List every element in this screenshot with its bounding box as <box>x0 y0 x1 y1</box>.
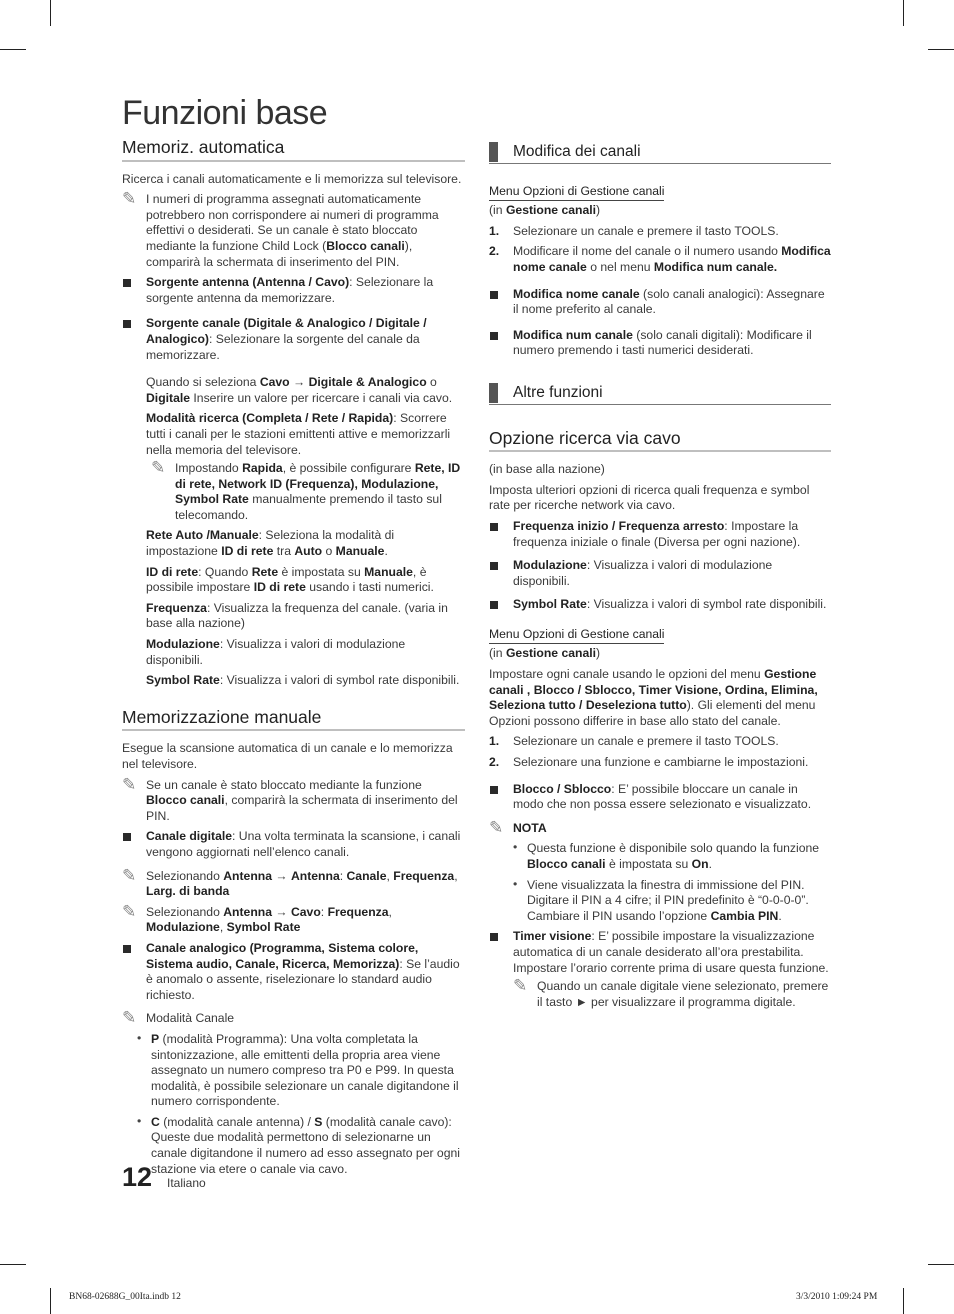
note: ✎ Selezionando Antenna → Antenna: Canale, Frequenza, Larg. di banda <box>122 865 458 899</box>
right-column <box>489 140 831 1018</box>
section-heading-altre: Altre funzioni <box>489 381 831 405</box>
paragraph: Symbol Rate: Visualizza i valori di symbol rate disponibili. <box>146 673 460 688</box>
page-title: Funzioni base <box>122 94 328 132</box>
list-item: Modulazione: Visualizza i valori di modulazione disponibili. <box>489 558 831 589</box>
paragraph: Modalità ricerca (Completa / Rete / Rapida): Scorrere tutti i canali per le stazioni emittenti attive e memorizzarli nella memoria del televisore. ✎ Impostando Rapida, è possibile configurare Rete, ID di rete, Network ID (Frequenza), Modulazione, Symbol Rate manualmente premendo il tasto sul telecomando. <box>122 411 465 523</box>
pencil-note-icon: ✎ <box>122 901 137 921</box>
list-item: Blocco / Sblocco: E’ possibile bloccare un canale in modo che non possa essere selezionato e visualizzato. <box>489 782 831 813</box>
list-item: Timer visione: E’ possibile impostare la visualizzazione automatica di un canale desiderato all’ora prestabilita. Impostare l’orario corrente prima di usare questa funzione. ✎ Quando un canale digitale viene selezionato, premere il tasto ► per visualizzare il programma digitale. <box>489 929 831 1010</box>
language-label: Italiano <box>167 1176 206 1190</box>
crop-mark <box>903 0 904 26</box>
list-item: • Viene visualizzata la finestra di immissione del PIN. Digitare il PIN a 4 cifre; il PIN predefinito è “0-0-0-0”. Cambiare il PIN usando l’opzione Cambia PIN. <box>513 878 831 925</box>
paragraph: (in Gestione canali) <box>489 203 601 218</box>
pencil-note-icon: ✎ <box>513 976 528 996</box>
note: ✎ NOTA <box>489 817 547 837</box>
list-item: Modifica nome canale (solo canali analogici): Assegnare il nome preferito al canale. <box>489 287 831 318</box>
pencil-note-icon: ✎ <box>489 817 504 837</box>
crop-mark <box>50 1288 51 1314</box>
paragraph: Imposta ulteriori opzioni di ricerca quali frequenza e symbol rate per ricerche network via cavo. <box>489 482 810 513</box>
list-item: Modifica num canale (solo canali digitali): Modificare il numero premendo i tasti numerici desiderati. <box>489 328 831 359</box>
menu-label: Menu Opzioni di Gestione canali <box>489 627 664 645</box>
paragraph: Modulazione: Visualizza i valori di modulazione disponibili. <box>146 637 406 667</box>
pencil-note-icon: ✎ <box>122 774 137 794</box>
menu-label: Menu Opzioni di Gestione canali <box>489 184 664 202</box>
crop-mark <box>0 1264 26 1265</box>
step: 2. Selezionare una funzione e cambiarne le impostazioni. <box>489 755 809 770</box>
paragraph: Ricerca i canali automaticamente e li memorizza sul televisore. <box>122 171 462 186</box>
section-heading-manuale: Memorizzazione manuale <box>122 710 465 732</box>
paragraph: Rete Auto /Manuale: Seleziona la modalità di impostazione ID di rete tra Auto o Manuale. <box>146 528 395 559</box>
list-item: • C (modalità canale antenna) / S (modalità canale cavo): Queste due modalità permettono di selezionarne un canale digitandone il numero ad esso assegnato per ogni stazione via etere o canale via cavo. <box>137 1115 465 1177</box>
note: ✎ Se un canale è stato bloccato mediante la funzione Blocco canali, comparirà la schermata di inserimento del PIN. <box>122 774 458 823</box>
list-item: Canale analogico (Programma, Sistema colore, Sistema audio, Canale, Ricerca, Memorizza): Se l’audio è anomalo o assente, riselezionare lo standard audio richiesto. <box>122 941 465 1003</box>
paragraph: Impostare ogni canale usando le opzioni del menu Gestione canali , Blocco / Sblocco, Timer Visione, Ordina, Elimina, Seleziona tutto / Deseleziona tutto). Gli elementi del menu Opzioni possono differire in base allo stato del canale. <box>489 667 818 728</box>
note: ✎ Quando un canale digitale viene selezionato, premere il tasto ► per visualizzare il programma digitale. <box>513 976 829 1009</box>
list-item: Symbol Rate: Visualizza i valori di symbol rate disponibili. <box>489 597 831 613</box>
left-column <box>122 137 465 1182</box>
note: ✎ Impostando Rapida, è possibile configurare Rete, ID di rete, Network ID (Frequenza), Modulazione, Symbol Rate manualmente premendo il tasto sul telecomando. <box>151 458 461 522</box>
section-heading-memoriz: Memoriz. automatica <box>122 140 465 162</box>
paragraph: (in base alla nazione) <box>489 462 605 477</box>
pencil-note-icon: ✎ <box>122 865 137 885</box>
print-timestamp: 3/3/2010 1:09:24 PM <box>796 1292 878 1302</box>
paragraph: ID di rete: Quando Rete è impostata su Manuale, è possibile impostare ID di rete usando i tasti numerici. <box>146 564 434 595</box>
pencil-note-icon: ✎ <box>122 1008 137 1028</box>
note: ✎ Selezionando Antenna → Cavo: Frequenza, Modulazione, Symbol Rate <box>122 901 392 935</box>
paragraph: (in Gestione canali) <box>489 646 601 661</box>
section-heading-cavo: Opzione ricerca via cavo <box>489 431 831 453</box>
list-item: Sorgente canale (Digitale & Analogico / Digitale / Analogico): Selezionare la sorgente del canale da memorizzare. <box>122 316 465 363</box>
list-item: Sorgente antenna (Antenna / Cavo): Selezionare la sorgente antenna da memorizzare. <box>122 275 465 306</box>
list-item: Frequenza inizio / Frequenza arresto: Impostare la frequenza iniziale o finale (Diversa per ogni nazione). <box>489 519 831 550</box>
file-info: BN68-02688G_00Ita.indb 12 <box>69 1292 181 1302</box>
crop-mark <box>928 49 954 50</box>
list-item: • P (modalità Programma): Una volta completata la sintonizzazione, alle emittenti della propria area viene assegnato un numero compreso tra P0 e P99. In questa modalità, è possibile selezionare un canale digitandone il numero corrispondente. <box>137 1032 465 1110</box>
note: ✎ Modalità Canale <box>122 1008 235 1028</box>
paragraph: Frequenza: Visualizza la frequenza del canale. (varia in base alla nazione) <box>146 600 448 631</box>
pencil-note-icon: ✎ <box>151 458 166 478</box>
crop-mark <box>903 1288 904 1314</box>
step: 1. Selezionare un canale e premere il tasto TOOLS. <box>489 734 779 749</box>
pencil-note-icon: ✎ <box>122 189 137 209</box>
crop-mark <box>928 1264 954 1265</box>
section-heading-modifica: Modifica dei canali <box>489 140 831 164</box>
paragraph: Esegue la scansione automatica di un canale e lo memorizza nel televisore. <box>122 741 453 771</box>
page-number: 12 <box>122 1162 153 1192</box>
crop-mark <box>0 49 26 50</box>
paragraph: Quando si seleziona Cavo → Digitale & Analogico o Digitale Inserire un valore per ricercare i canali via cavo. <box>146 375 453 405</box>
crop-mark <box>50 0 51 26</box>
list-item: • Questa funzione è disponibile solo quando la funzione Blocco canali è impostata su On. <box>513 841 831 872</box>
step: 1. Selezionare un canale e premere il tasto TOOLS. <box>489 223 779 238</box>
note: ✎ I numeri di programma assegnati automaticamente potrebbero non corrispondere ai numeri di programma effettivi o desiderati. Se un canale è stato bloccato mediante la funzione Child Lock (Blocco canali), comparirà la schermata di inserimento del PIN. <box>122 189 439 269</box>
step: 2. Modificare il nome del canale o il numero usando Modifica nome canale o nel menu Modifica num canale. <box>489 244 831 274</box>
list-item: Canale digitale: Una volta terminata la scansione, i canali vengono aggiornati nell’elenco canali. <box>122 829 465 860</box>
